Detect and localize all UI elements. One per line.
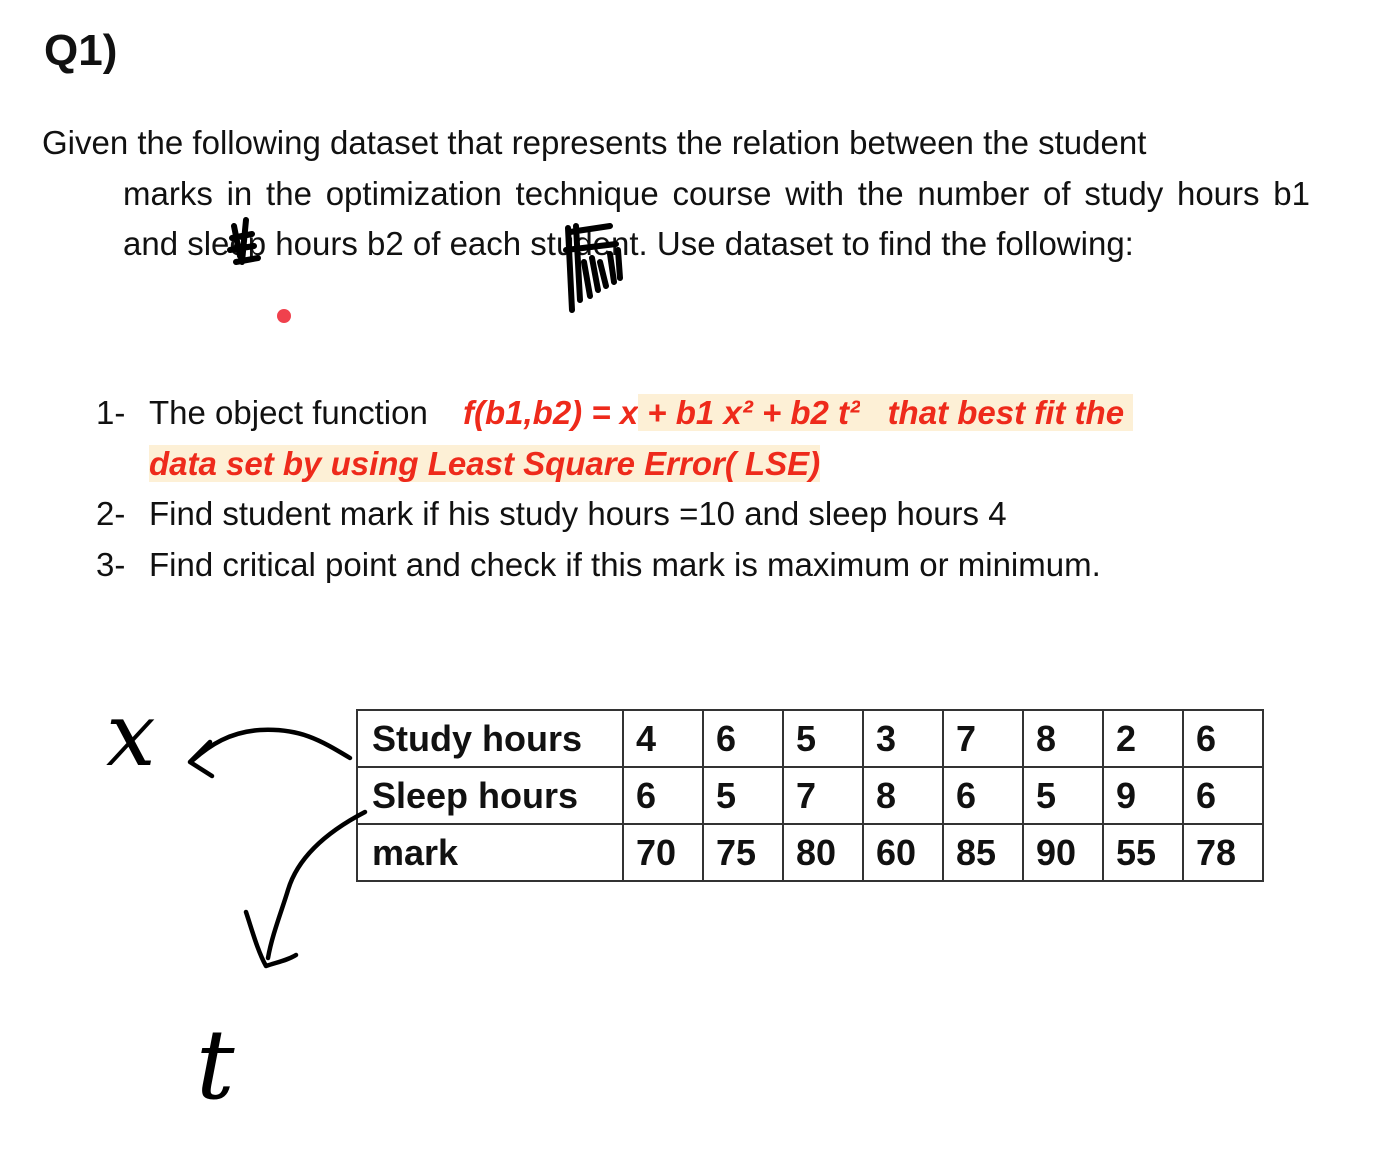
table-cell: 85 xyxy=(943,824,1023,881)
handwritten-t-label: t xyxy=(196,1009,235,1121)
formula-tail: + b1 x² + b2 t² xyxy=(638,394,861,431)
table-cell: 6 xyxy=(1183,767,1263,824)
table-cell: 55 xyxy=(1103,824,1183,881)
task-number: 3- xyxy=(96,545,126,583)
handwritten-x-label: x xyxy=(106,683,156,786)
arrow-to-x xyxy=(193,730,350,760)
task-item-1 xyxy=(96,388,1326,489)
table-cell: 5 xyxy=(783,710,863,767)
table-cell: 6 xyxy=(1183,710,1263,767)
intro-first-line: Given the following dataset that represents the relation between the student xyxy=(42,124,1147,161)
row-label: mark xyxy=(357,824,623,881)
table-cell: 6 xyxy=(623,767,703,824)
table-cell: 6 xyxy=(703,710,783,767)
table-cell: 3 xyxy=(863,710,943,767)
intro-continuation: marks in the optimization technique course with the number of study hours b1 and sleep hours b2 of each student. Use dataset to find the following: xyxy=(123,174,1310,262)
row-label: Study hours xyxy=(357,710,623,767)
formula-after: that best fit the xyxy=(887,394,1125,431)
table-row xyxy=(357,767,1263,824)
row-label: Sleep hours xyxy=(357,767,623,824)
table-cell: 7 xyxy=(783,767,863,824)
table-cell: 5 xyxy=(703,767,783,824)
task-number: 1- xyxy=(96,394,126,431)
table-cell: 8 xyxy=(863,767,943,824)
formula-main: f(b1,b2) = x xyxy=(463,394,639,431)
dataset-table xyxy=(356,709,1264,882)
formula-line-2: data set by using Least Square Error( LSE) xyxy=(149,444,821,482)
table-cell: 60 xyxy=(863,824,943,881)
table-cell: 78 xyxy=(1183,824,1263,881)
table-cell: 2 xyxy=(1103,710,1183,767)
task-item-3 xyxy=(96,540,1326,591)
table-cell: 6 xyxy=(943,767,1023,824)
table-cell: 70 xyxy=(623,824,703,881)
table-cell: 90 xyxy=(1023,824,1103,881)
table-cell: 9 xyxy=(1103,767,1183,824)
table-cell: 4 xyxy=(623,710,703,767)
table-row xyxy=(357,710,1263,767)
task-list xyxy=(96,388,1326,590)
arrowhead-t xyxy=(246,912,296,966)
question-label: Q1) xyxy=(44,26,118,75)
table-cell: 8 xyxy=(1023,710,1103,767)
table-row xyxy=(357,824,1263,881)
arrow-to-t xyxy=(268,812,365,958)
table-cell: 80 xyxy=(783,824,863,881)
task-text: Find critical point and check if this mark is maximum or minimum. xyxy=(149,545,1101,583)
arrowhead-x xyxy=(190,742,212,776)
table-cell: 5 xyxy=(1023,767,1103,824)
table-cell: 75 xyxy=(703,824,783,881)
task-text: Find student mark if his study hours =10 and sleep hours 4 xyxy=(149,495,1007,532)
task-item-2 xyxy=(96,489,1326,540)
question-intro xyxy=(42,118,1310,270)
task-text: The object function xyxy=(149,394,428,431)
task-number: 2- xyxy=(96,495,126,532)
table-cell: 7 xyxy=(943,710,1023,767)
red-dot-marker xyxy=(277,309,291,323)
